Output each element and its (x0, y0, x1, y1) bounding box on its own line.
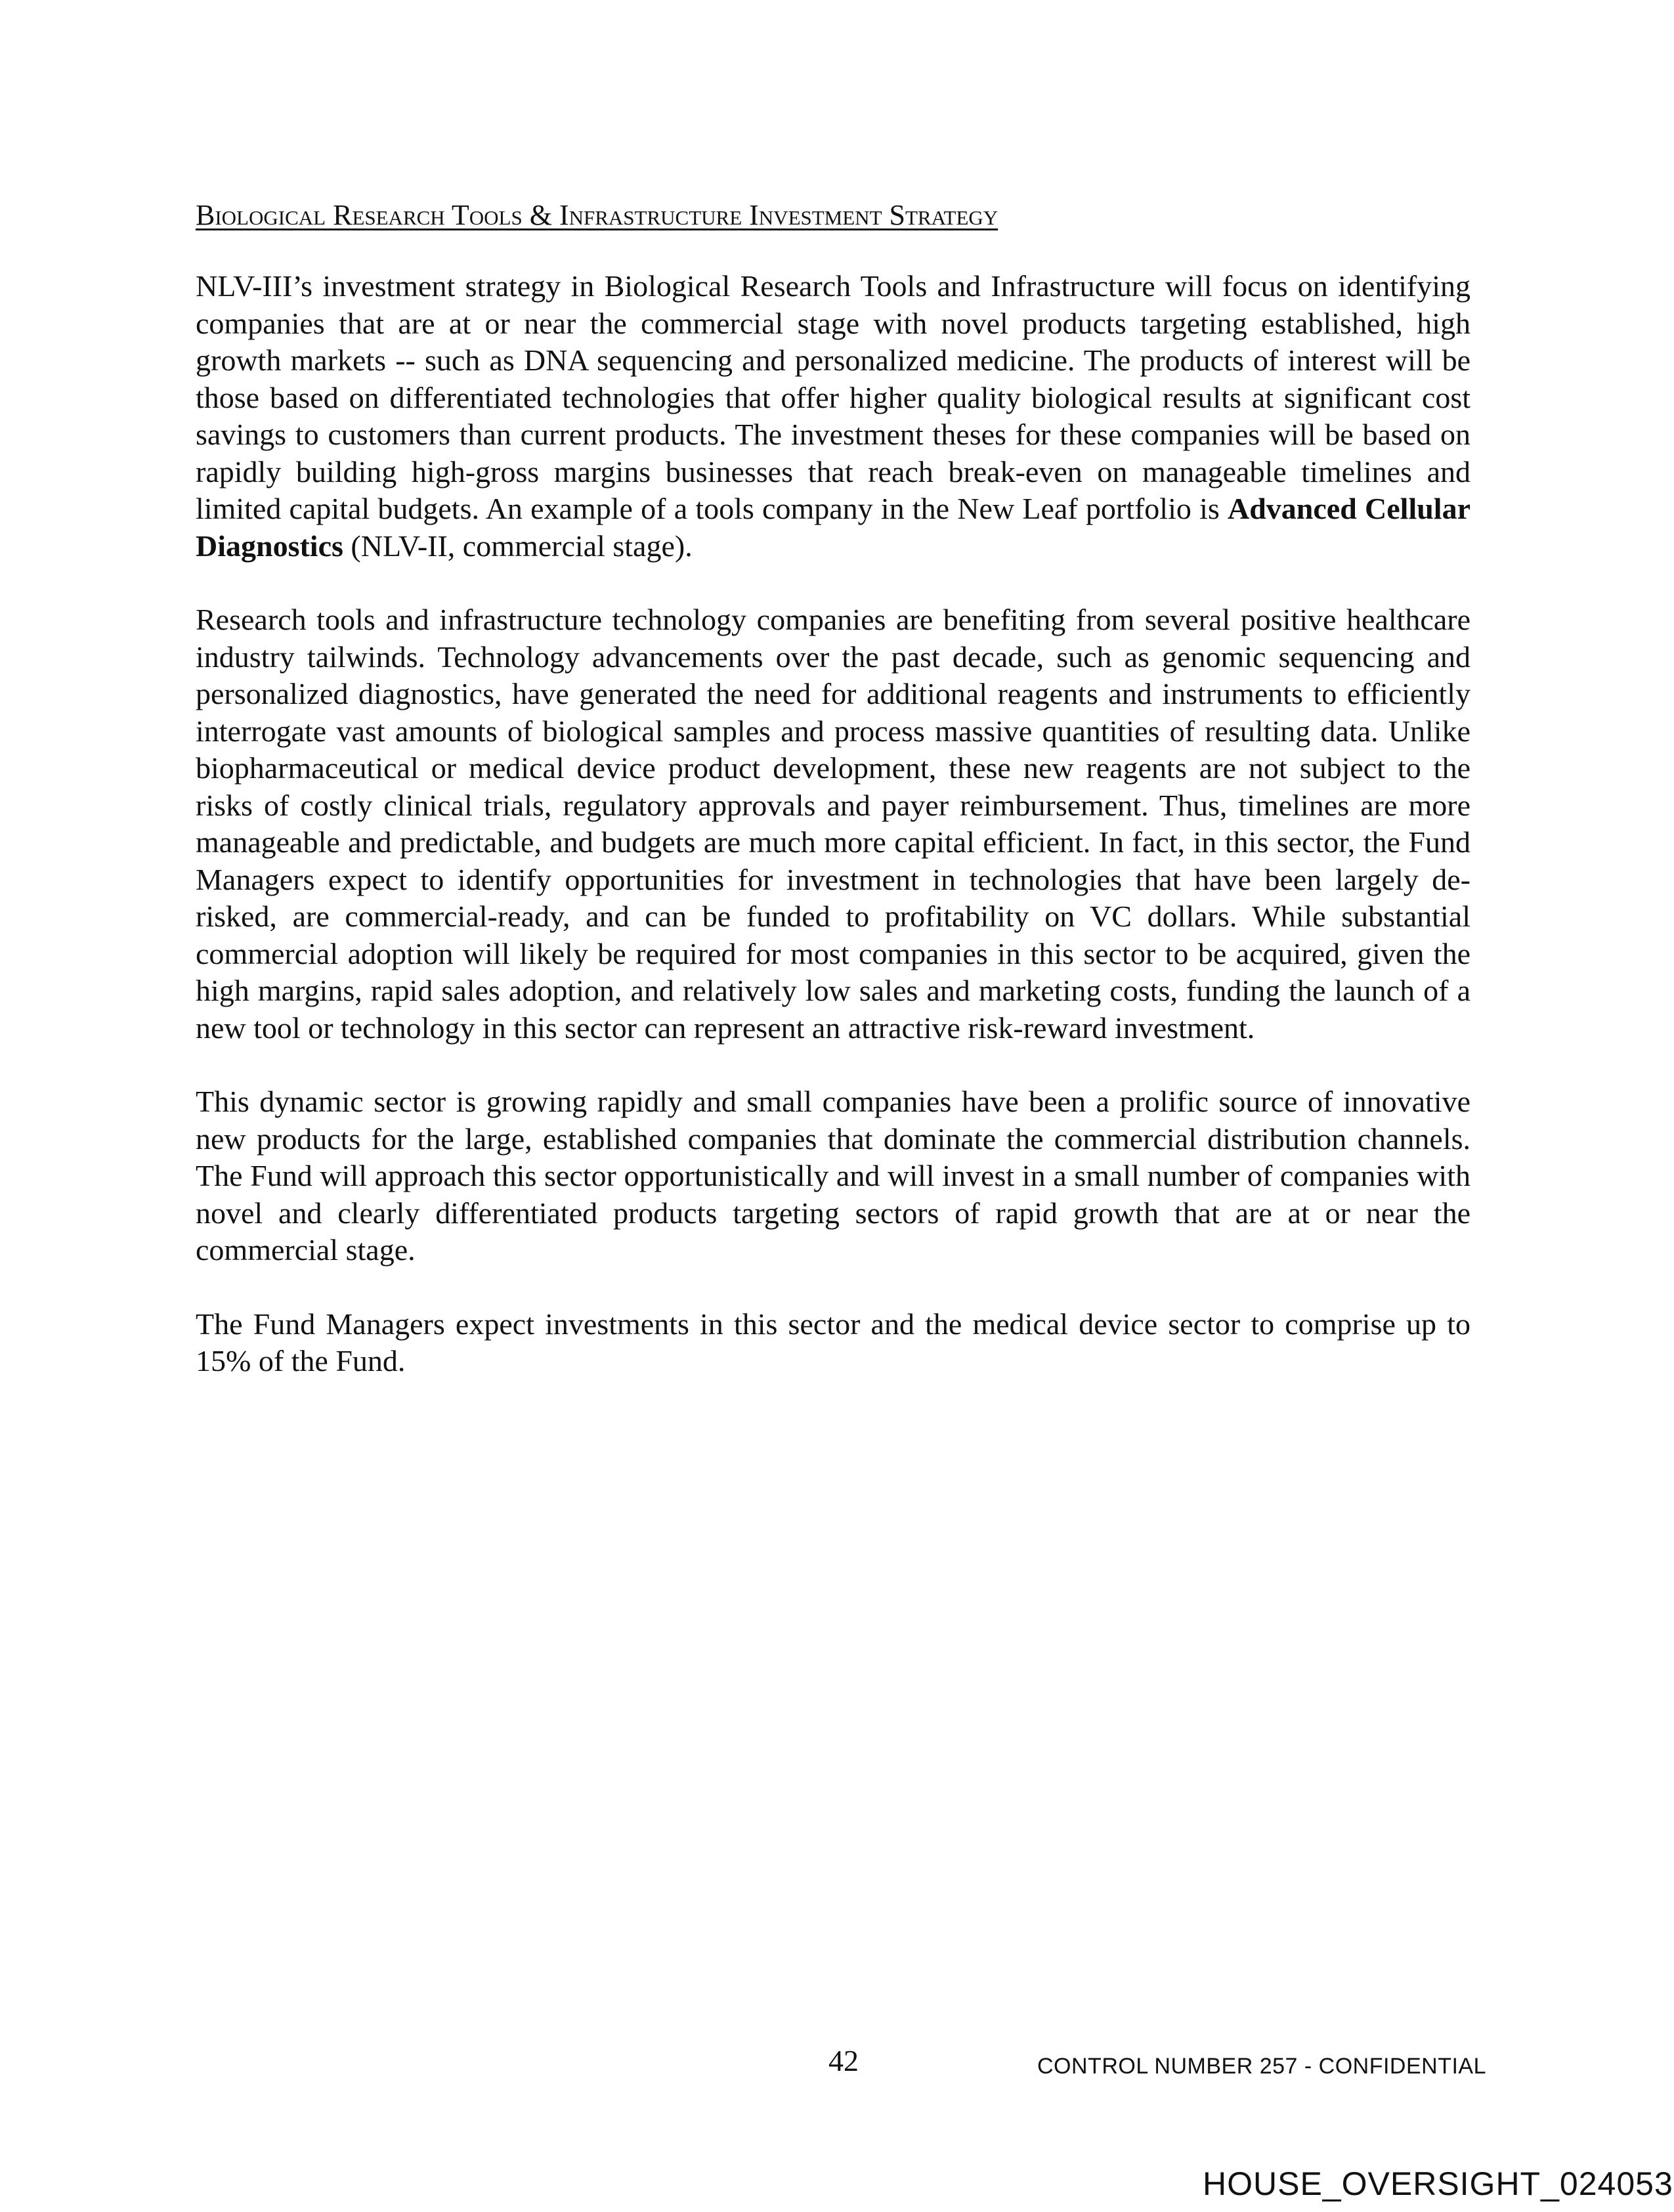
paragraph-text: NLV-III’s investment strategy in Biological Research Tools and Infrastructure will focus on identifying companies that are at or near the commercial stage with novel products targeting established, high growth markets -- such as DNA sequencing and personalized medicine. The products of interest will be those based on differentiated technologies that offer higher quality biological results at significant cost savings to customers than current products. The investment theses for these companies will be based on rapidly building high-gross margins businesses that reach break-even on manageable timelines and limited capital budgets. An example of a tools company in the New Leaf portfolio is (196, 269, 1470, 525)
paragraph-sector-approach: This dynamic sector is growing rapidly and small companies have been a prolific source of innovative new products for the large, established companies that dominate the commercial distribution channels. The Fund will approach this sector opportunistically and will invest in a small number of companies with novel and clearly differentiated products targeting sectors of rapid growth that are at or near the commercial stage. (196, 1085, 1470, 1267)
paragraph-strategy-overview (196, 268, 1470, 565)
control-number: CONTROL NUMBER 257 - CONFIDENTIAL (1037, 2054, 1486, 2079)
page-number: 42 (828, 2044, 859, 2077)
paragraph-text: (NLV-II, commercial stage). (343, 529, 693, 563)
document-body (196, 197, 1470, 1417)
section-heading: Biological Research Tools & Infrastructure Investment Strategy (196, 199, 998, 231)
paragraph-industry-tailwinds: Research tools and infrastructure technology companies are benefiting from several positive healthcare industry tailwinds. Technology advancements over the past decade, such as genomic sequencing and personalized diagnostics, have generated the need for additional reagents and instruments to efficiently interrogate vast amounts of biological samples and process massive quantities of resulting data. Unlike biopharmaceutical or medical device product development, these new reagents are not subject to the risks of costly clinical trials, regulatory approvals and payer reimbursement. Thus, timelines are more manageable and predictable, and budgets are much more capital efficient. In fact, in this sector, the Fund Managers expect to identify opportunities for investment in technologies that have been largely de-risked, are commercial-ready, and can be funded to profitability on VC dollars. While substantial commercial adoption will likely be required for most companies in this sector to be acquired, given the high margins, rapid sales adoption, and relatively low sales and marketing costs, funding the launch of a new tool or technology in this sector can represent an attractive risk-reward investment. (196, 603, 1470, 1045)
paragraph-fund-allocation: The Fund Managers expect investments in this sector and the medical device sector to comprise up to 15% of the Fund. (196, 1307, 1470, 1377)
bates-number: HOUSE_OVERSIGHT_024053 (1203, 2165, 1673, 2202)
portfolio-company-name: Advanced Cellular Diagnostics (196, 492, 1471, 563)
